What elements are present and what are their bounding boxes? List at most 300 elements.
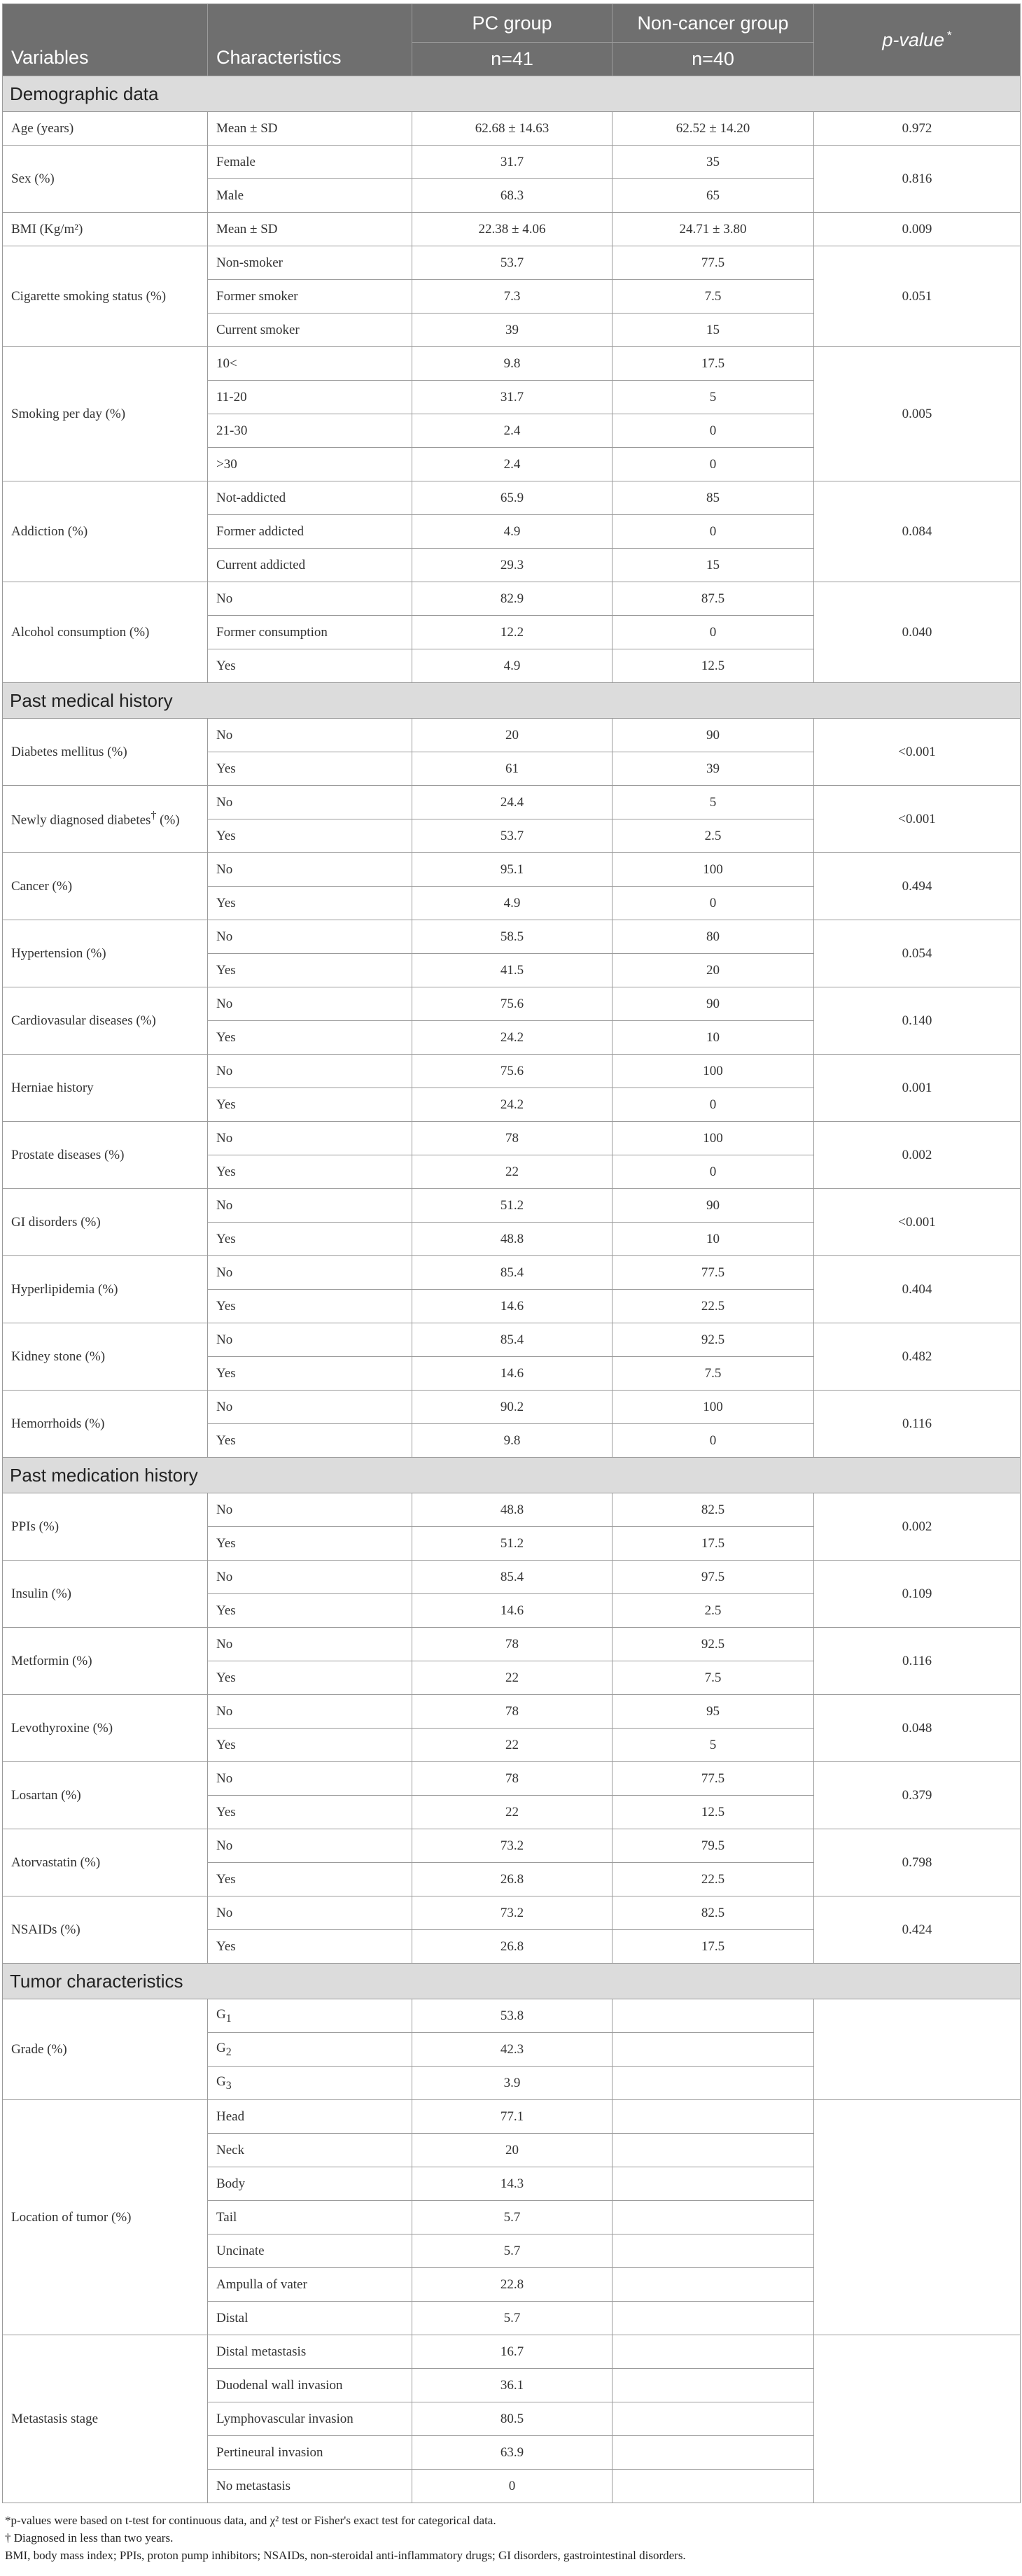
variable-name: Hyperlipidemia (%): [11, 1281, 118, 1297]
p-value: 0.404: [814, 1256, 1021, 1323]
noncancer-group-value: 7.5: [612, 280, 814, 314]
pc-group-value: 2.4: [412, 448, 612, 481]
characteristic-cell: [208, 2369, 412, 2402]
characteristic-label: 21-30: [216, 423, 248, 438]
p-value: <0.001: [814, 1189, 1021, 1256]
pc-group-value: 36.1: [412, 2369, 612, 2402]
characteristic-cell: [208, 246, 412, 280]
variable-cell: [3, 920, 208, 987]
pc-group-value: 5.7: [412, 2302, 612, 2335]
characteristic-cell: [208, 954, 412, 987]
noncancer-group-value: 79.5: [612, 1829, 814, 1863]
characteristic-cell: [208, 2201, 412, 2234]
characteristic-cell: [208, 752, 412, 786]
section-header-row: [3, 1458, 1021, 1493]
noncancer-group-value: 22.5: [612, 1290, 814, 1323]
variable-name: Atorvastatin (%): [11, 1854, 101, 1870]
characteristic-cell: [208, 1088, 412, 1122]
characteristic-label: >30: [216, 456, 237, 472]
characteristic-label: Yes: [216, 1804, 236, 1820]
pc-group-value: 48.8: [412, 1493, 612, 1527]
noncancer-group-value: 82.5: [612, 1493, 814, 1527]
p-value: 0.002: [814, 1493, 1021, 1561]
noncancer-group-value: 0: [612, 1155, 814, 1189]
characteristic-label: Yes: [216, 1164, 236, 1179]
pc-group-value: 12.2: [412, 616, 612, 649]
characteristic-label: Uncinate: [216, 2243, 265, 2258]
pc-group-value: 4.9: [412, 887, 612, 920]
characteristic-cell: [208, 2033, 412, 2067]
noncancer-group-value: 10: [612, 1223, 814, 1256]
p-value: 0.040: [814, 582, 1021, 683]
characteristic-cell: [208, 448, 412, 481]
p-value: 0.379: [814, 1762, 1021, 1829]
section-title: Past medical history: [3, 683, 1021, 719]
footnote-pvalue: *p-values were based on t-test for continuous data, and χ² test or Fisher's exact test for categorical data.: [5, 2514, 496, 2527]
characteristic-cell: [208, 582, 412, 616]
pc-group-value: 42.3: [412, 2033, 612, 2067]
characteristic-cell: [208, 1762, 412, 1796]
variable-cell: [3, 719, 208, 786]
characteristics-table: [2, 3, 1021, 2503]
noncancer-group-value: [612, 2470, 814, 2503]
pc-group-value: 22: [412, 1796, 612, 1829]
section-title: Demographic data: [3, 76, 1021, 112]
characteristic-cell: [208, 1055, 412, 1088]
pc-group-value: 5.7: [412, 2234, 612, 2268]
characteristic-cell: [208, 1493, 412, 1527]
variable-cell: [3, 246, 208, 347]
characteristic-cell: [208, 1896, 412, 1930]
table-row: [3, 786, 1021, 819]
characteristic-label: Tail: [216, 2209, 237, 2225]
pc-group-value: 80.5: [412, 2402, 612, 2436]
table-row: [3, 1628, 1021, 1661]
characteristic-label: Neck: [216, 2142, 245, 2158]
variable-name: PPIs (%): [11, 1519, 59, 1534]
pc-group-value: 0: [412, 2470, 612, 2503]
pc-group-value: 78: [412, 1628, 612, 1661]
pc-group-value: 53.7: [412, 246, 612, 280]
variable-cell: [3, 1628, 208, 1695]
header-variables: Variables: [3, 4, 208, 76]
variable-name: Newly diagnosed diabetes: [11, 812, 151, 828]
p-value: 0.494: [814, 853, 1021, 920]
pc-group-value: 51.2: [412, 1189, 612, 1223]
characteristic-label: No: [216, 929, 233, 944]
variable-name: Cigarette smoking status (%): [11, 288, 167, 304]
characteristic-label: No metastasis: [216, 2478, 291, 2493]
pc-group-value: 4.9: [412, 515, 612, 549]
characteristic-cell: [208, 2436, 412, 2470]
characteristic-cell: [208, 1999, 412, 2033]
characteristic-cell: [208, 1256, 412, 1290]
characteristic-label: No: [216, 1569, 233, 1584]
characteristic-label: Distal metastasis: [216, 2344, 307, 2359]
pc-group-value: 24.2: [412, 1021, 612, 1055]
noncancer-group-value: 65: [612, 179, 814, 213]
variable-name: Metformin (%): [11, 1653, 92, 1668]
noncancer-group-value: 100: [612, 853, 814, 887]
characteristic-cell: [208, 1628, 412, 1661]
pc-group-value: 39: [412, 314, 612, 347]
characteristic-cell: [208, 1527, 412, 1561]
noncancer-group-value: 0: [612, 616, 814, 649]
noncancer-group-value: 82.5: [612, 1896, 814, 1930]
characteristic-label: No: [216, 1636, 233, 1652]
characteristic-cell: [208, 1155, 412, 1189]
pc-group-value: 22: [412, 1155, 612, 1189]
noncancer-group-value: 90: [612, 719, 814, 752]
characteristic-cell: [208, 481, 412, 515]
table-row: [3, 246, 1021, 280]
characteristic-cell: [208, 2268, 412, 2302]
characteristic-label: G: [216, 2074, 226, 2089]
pc-group-value: 22.38 ± 4.06: [412, 213, 612, 246]
pc-group-value: 73.2: [412, 1896, 612, 1930]
pc-group-value: 22: [412, 1729, 612, 1762]
pc-group-value: 14.6: [412, 1357, 612, 1391]
characteristic-label: No: [216, 1838, 233, 1853]
table-row: [3, 920, 1021, 954]
section-header-row: [3, 76, 1021, 112]
header-pvalue: [814, 4, 1021, 76]
header-pvalue-mark: *: [946, 29, 952, 42]
characteristic-label: Male: [216, 188, 244, 203]
p-value: 0.972: [814, 112, 1021, 146]
noncancer-group-value: 92.5: [612, 1628, 814, 1661]
table-row: [3, 1829, 1021, 1863]
noncancer-group-value: 77.5: [612, 246, 814, 280]
pc-group-value: 75.6: [412, 987, 612, 1021]
noncancer-group-value: 0: [612, 515, 814, 549]
characteristic-cell: [208, 920, 412, 954]
p-value: 0.054: [814, 920, 1021, 987]
pc-group-value: 26.8: [412, 1930, 612, 1964]
footnote-dagger: † Diagnosed in less than two years.: [5, 2531, 174, 2545]
characteristic-label: Yes: [216, 1603, 236, 1618]
variable-name: Levothyroxine (%): [11, 1720, 113, 1736]
pc-group-value: 20: [412, 2134, 612, 2167]
pc-group-value: 53.7: [412, 819, 612, 853]
characteristic-cell: [208, 1290, 412, 1323]
p-value: 0.116: [814, 1391, 1021, 1458]
noncancer-group-value: 0: [612, 414, 814, 448]
characteristic-cell: [208, 616, 412, 649]
noncancer-group-value: [612, 2268, 814, 2302]
table-row: [3, 2335, 1021, 2369]
variable-name: Diabetes mellitus (%): [11, 744, 127, 759]
characteristic-cell: [208, 1424, 412, 1458]
characteristic-label: No: [216, 1399, 233, 1414]
characteristic-cell: [208, 381, 412, 414]
characteristic-label: Yes: [216, 1433, 236, 1448]
noncancer-group-value: [612, 2369, 814, 2402]
p-value: 0.001: [814, 1055, 1021, 1122]
variable-cell: [3, 146, 208, 213]
variable-name: Losartan (%): [11, 1787, 81, 1803]
header-noncancer-n: n=40: [612, 43, 814, 76]
header-pc-group: PC group: [412, 4, 612, 43]
noncancer-group-value: 22.5: [612, 1863, 814, 1896]
p-value: 0.482: [814, 1323, 1021, 1391]
characteristic-cell: [208, 179, 412, 213]
characteristic-label: 11-20: [216, 389, 247, 404]
pc-group-value: 31.7: [412, 146, 612, 179]
characteristic-label: No: [216, 1703, 233, 1719]
characteristic-label: G: [216, 2006, 226, 2022]
noncancer-group-value: 77.5: [612, 1762, 814, 1796]
variable-name: Insulin (%): [11, 1586, 72, 1601]
table-row: [3, 347, 1021, 381]
variable-cell: [3, 1762, 208, 1829]
variable-name: Metastasis stage: [11, 2411, 99, 2426]
noncancer-group-value: 90: [612, 987, 814, 1021]
characteristic-label: No: [216, 1265, 233, 1280]
variable-name: Hypertension (%): [11, 945, 106, 961]
characteristic-label: Yes: [216, 761, 236, 776]
variable-name: Smoking per day (%): [11, 406, 126, 421]
variable-cell: [3, 786, 208, 853]
noncancer-group-value: [612, 1999, 814, 2033]
pc-group-value: 95.1: [412, 853, 612, 887]
characteristic-label: No: [216, 1332, 233, 1347]
characteristic-cell: [208, 112, 412, 146]
characteristic-cell: [208, 549, 412, 582]
noncancer-group-value: 92.5: [612, 1323, 814, 1357]
table-row: [3, 2100, 1021, 2134]
pc-group-value: 53.8: [412, 1999, 612, 2033]
characteristic-cell: [208, 786, 412, 819]
characteristic-cell: [208, 2134, 412, 2167]
table-row: [3, 1999, 1021, 2033]
pc-group-value: 85.4: [412, 1256, 612, 1290]
characteristic-cell: [208, 853, 412, 887]
header-pvalue-label: p-value: [882, 29, 944, 50]
variable-cell: [3, 1493, 208, 1561]
pc-group-value: 20: [412, 719, 612, 752]
table-row: [3, 1189, 1021, 1223]
characteristic-label: Mean ± SD: [216, 221, 278, 237]
characteristic-cell: [208, 887, 412, 920]
characteristic-cell: [208, 314, 412, 347]
noncancer-group-value: [612, 2234, 814, 2268]
characteristic-label: No: [216, 727, 233, 742]
characteristic-label: Yes: [216, 962, 236, 978]
pc-group-value: 78: [412, 1762, 612, 1796]
characteristic-cell: [208, 1357, 412, 1391]
variable-cell: [3, 112, 208, 146]
pc-group-value: 7.3: [412, 280, 612, 314]
noncancer-group-value: 2.5: [612, 819, 814, 853]
characteristic-cell: [208, 1829, 412, 1863]
characteristic-cell: [208, 1189, 412, 1223]
characteristic-label: Ampulla of vater: [216, 2276, 307, 2292]
table-body: [3, 76, 1021, 2503]
characteristic-cell: [208, 1323, 412, 1357]
noncancer-group-value: [612, 2100, 814, 2134]
pc-group-value: 9.8: [412, 1424, 612, 1458]
characteristic-label: Yes: [216, 1298, 236, 1314]
characteristic-subscript: 1: [225, 2012, 232, 2025]
characteristic-label: No: [216, 1130, 233, 1146]
variable-cell: [3, 853, 208, 920]
table-row: [3, 1256, 1021, 1290]
table-row: [3, 1055, 1021, 1088]
variable-name: Cancer (%): [11, 878, 73, 894]
p-value: 0.009: [814, 213, 1021, 246]
characteristic-cell: [208, 2167, 412, 2201]
noncancer-group-value: 0: [612, 1424, 814, 1458]
variable-name: Age (years): [11, 120, 74, 136]
noncancer-group-value: 62.52 ± 14.20: [612, 112, 814, 146]
characteristic-cell: [208, 414, 412, 448]
noncancer-group-value: 24.71 ± 3.80: [612, 213, 814, 246]
p-value: 0.048: [814, 1695, 1021, 1762]
characteristic-label: Yes: [216, 1938, 236, 1954]
characteristic-subscript: 2: [225, 2046, 232, 2058]
noncancer-group-value: 0: [612, 1088, 814, 1122]
variable-cell: [3, 1561, 208, 1628]
pc-group-value: 14.6: [412, 1290, 612, 1323]
table-row: [3, 1493, 1021, 1527]
characteristic-cell: [208, 1021, 412, 1055]
variable-name: Location of tumor (%): [11, 2209, 132, 2225]
table-row: [3, 1896, 1021, 1930]
pc-group-value: 24.2: [412, 1088, 612, 1122]
variable-name: Alcohol consumption (%): [11, 624, 150, 640]
characteristic-label: Duodenal wall invasion: [216, 2377, 343, 2393]
characteristic-cell: [208, 1930, 412, 1964]
p-value: 0.424: [814, 1896, 1021, 1964]
variable-name: Prostate diseases (%): [11, 1147, 125, 1162]
table-row: [3, 1391, 1021, 1424]
characteristic-cell: [208, 280, 412, 314]
pc-group-value: 75.6: [412, 1055, 612, 1088]
pc-group-value: 22: [412, 1661, 612, 1695]
noncancer-group-value: 0: [612, 887, 814, 920]
noncancer-group-value: 85: [612, 481, 814, 515]
table-row: [3, 112, 1021, 146]
variable-name: GI disorders (%): [11, 1214, 101, 1230]
characteristic-label: No: [216, 591, 233, 606]
table-row: [3, 1122, 1021, 1155]
noncancer-group-value: 100: [612, 1055, 814, 1088]
characteristic-cell: [208, 515, 412, 549]
noncancer-group-value: 5: [612, 786, 814, 819]
characteristic-cell: [208, 1391, 412, 1424]
noncancer-group-value: 90: [612, 1189, 814, 1223]
variable-cell: [3, 987, 208, 1055]
variable-cell: [3, 1189, 208, 1256]
p-value: [814, 2335, 1021, 2503]
document: [2, 3, 1020, 2564]
characteristic-cell: [208, 146, 412, 179]
noncancer-group-value: 77.5: [612, 1256, 814, 1290]
characteristic-label: Mean ± SD: [216, 120, 278, 136]
characteristic-label: Yes: [216, 828, 236, 843]
p-value: [814, 1999, 1021, 2100]
section-header-row: [3, 1964, 1021, 1999]
characteristic-label: Distal: [216, 2310, 248, 2325]
characteristic-cell: [208, 1122, 412, 1155]
pc-group-value: 85.4: [412, 1323, 612, 1357]
variable-footnote-mark: †: [150, 810, 157, 822]
variable-cell: [3, 1896, 208, 1964]
table-row: [3, 1695, 1021, 1729]
characteristic-label: Former consumption: [216, 624, 328, 640]
characteristic-label: Non-smoker: [216, 255, 283, 270]
header-noncancer-group: Non-cancer group: [612, 4, 814, 43]
pc-group-value: 29.3: [412, 549, 612, 582]
characteristic-label: Yes: [216, 1231, 236, 1246]
p-value: 0.109: [814, 1561, 1021, 1628]
characteristic-label: Former addicted: [216, 523, 304, 539]
pc-group-value: 31.7: [412, 381, 612, 414]
variable-name: BMI (Kg/m²): [11, 221, 83, 237]
characteristic-label: Current smoker: [216, 322, 300, 337]
characteristic-label: Yes: [216, 658, 236, 673]
header-characteristics: Characteristics: [208, 4, 412, 76]
noncancer-group-value: [612, 2436, 814, 2470]
noncancer-group-value: [612, 2067, 814, 2100]
noncancer-group-value: 100: [612, 1391, 814, 1424]
table-row: [3, 1762, 1021, 1796]
noncancer-group-value: [612, 2302, 814, 2335]
p-value: <0.001: [814, 786, 1021, 853]
characteristic-label: Yes: [216, 1365, 236, 1381]
variable-cell: [3, 2335, 208, 2503]
footnote-abbreviations: BMI, body mass index; PPIs, proton pump inhibitors; NSAIDs, non-steroidal anti-inflammatory drugs; GI disorders, gastrointestinal disorders.: [5, 2549, 686, 2562]
noncancer-group-value: [612, 2033, 814, 2067]
characteristic-label: Female: [216, 154, 255, 169]
characteristic-cell: [208, 2100, 412, 2134]
characteristic-cell: [208, 2402, 412, 2436]
characteristic-cell: [208, 213, 412, 246]
header-pc-n: n=41: [412, 43, 612, 76]
variable-name: Hemorrhoids (%): [11, 1416, 105, 1431]
pc-group-value: 65.9: [412, 481, 612, 515]
characteristic-label: Yes: [216, 1737, 236, 1752]
noncancer-group-value: 15: [612, 549, 814, 582]
characteristic-cell: [208, 1695, 412, 1729]
characteristic-label: No: [216, 1502, 233, 1517]
noncancer-group-value: 35: [612, 146, 814, 179]
characteristic-cell: [208, 649, 412, 683]
pc-group-value: 16.7: [412, 2335, 612, 2369]
p-value: 0.002: [814, 1122, 1021, 1189]
table-row: [3, 719, 1021, 752]
pc-group-value: 78: [412, 1695, 612, 1729]
characteristic-cell: [208, 2067, 412, 2100]
noncancer-group-value: 87.5: [612, 582, 814, 616]
noncancer-group-value: 80: [612, 920, 814, 954]
characteristic-label: G: [216, 2040, 226, 2055]
pc-group-value: 63.9: [412, 2436, 612, 2470]
characteristic-label: No: [216, 1771, 233, 1786]
pc-group-value: 2.4: [412, 414, 612, 448]
characteristic-cell: [208, 2302, 412, 2335]
characteristic-label: Lymphovascular invasion: [216, 2411, 354, 2426]
noncancer-group-value: 17.5: [612, 347, 814, 381]
table-row: [3, 146, 1021, 179]
variable-cell: [3, 1829, 208, 1896]
characteristic-label: No: [216, 1063, 233, 1078]
pc-group-value: 41.5: [412, 954, 612, 987]
characteristic-label: No: [216, 1905, 233, 1920]
pc-group-value: 58.5: [412, 920, 612, 954]
characteristic-label: Yes: [216, 1029, 236, 1045]
